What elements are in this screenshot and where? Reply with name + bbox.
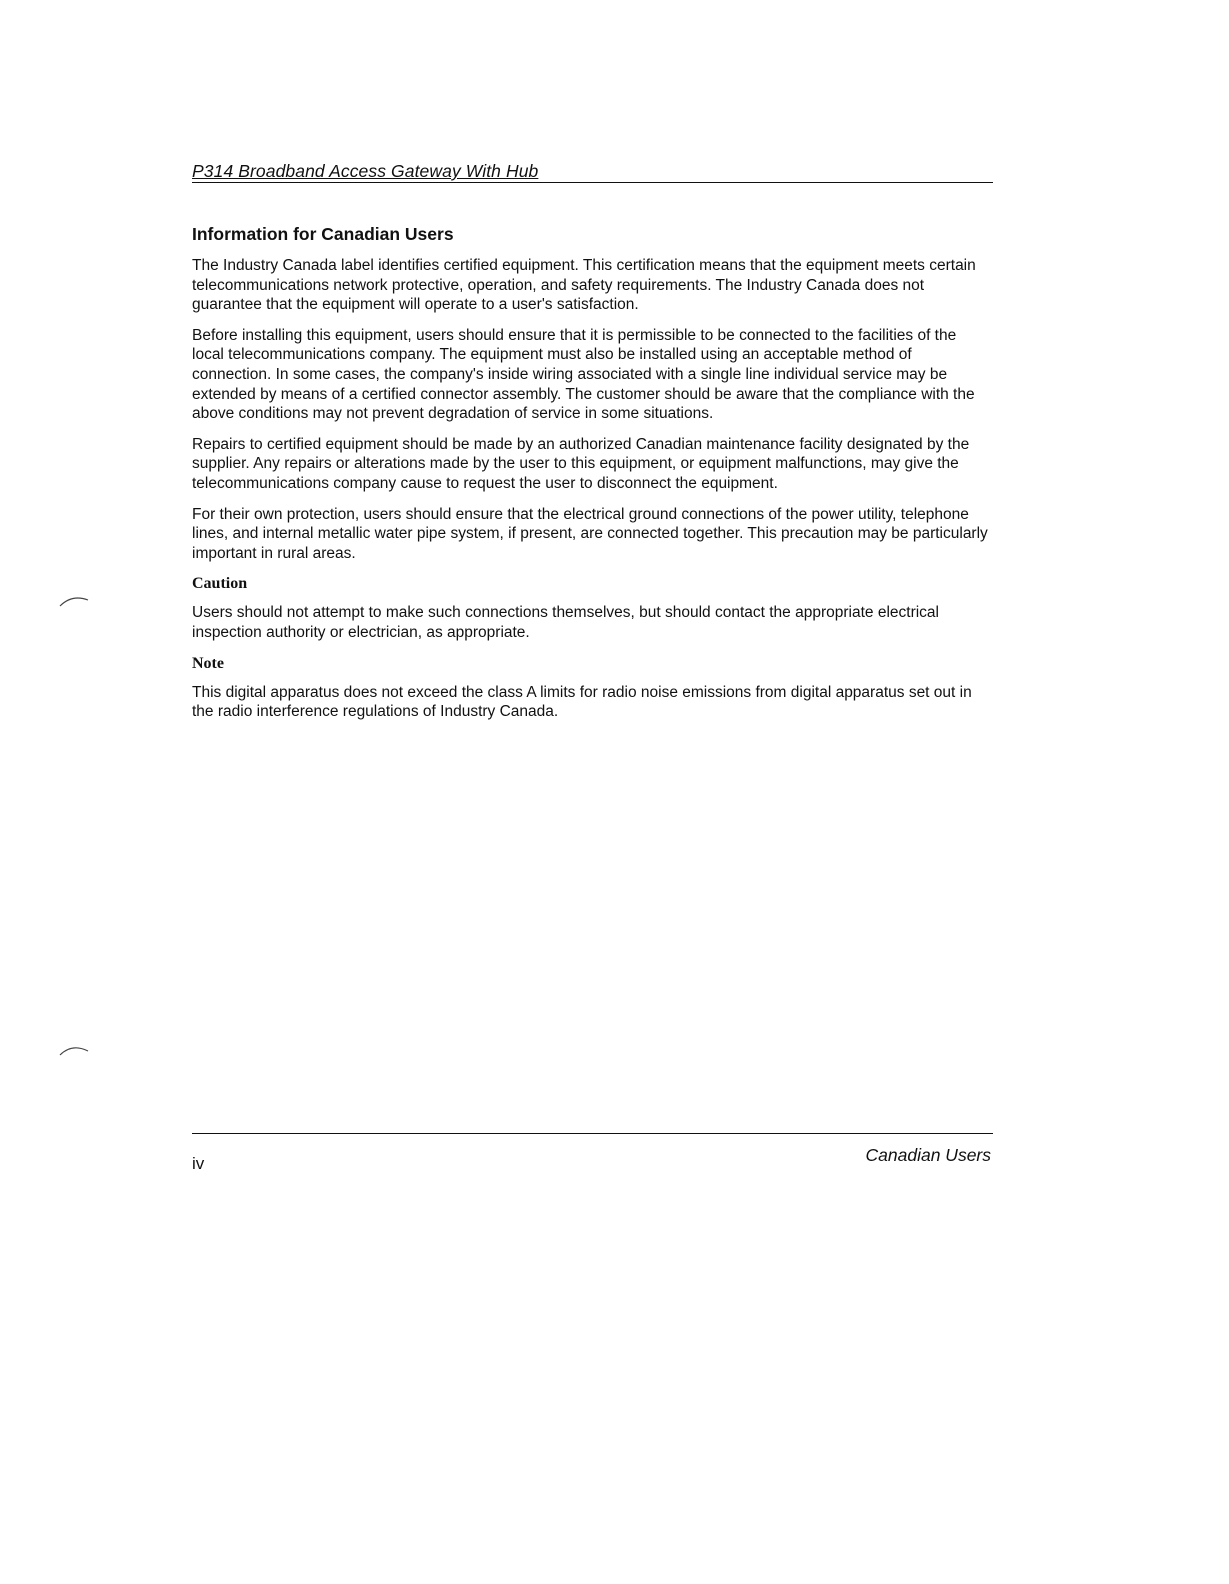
page-number: iv [192,1154,205,1173]
scan-mark [58,1043,92,1057]
page-content [192,223,992,733]
paragraph-grounding: For their own protection, users should ensure that the electrical ground connections of the power utility, telephone lines, and internal metallic water pipe system, if present, are connected together. This precaution may be particularly important in rural areas. [192,505,988,562]
note-heading: Note [192,654,224,672]
caution-text: Users should not attempt to make such connections themselves, but should contact the appropriate electrical inspection authority or electrician, as appropriate. [192,604,939,641]
paragraph-installation: Before installing this equipment, users should ensure that it is permissible to be connected to the facilities of the local telecommunications company. The equipment must also be installed using an acceptable method of connection. In some cases, the company's inside wiring associated with a single line individual service may be extended by means of a certified connector assembly. The customer should be aware that the compliance with the above conditions may not prevent degradation of service in some situations. [192,326,975,423]
header-title: P314 Broadband Access Gateway With Hub [192,161,539,181]
paragraph-label-identification: The Industry Canada label identifies certified equipment. This certification means that the equipment meets certain telecommunications network protective, operation, and safety requirements. The Industry Canada does not guarantee that the equipment will operate to a user's satisfaction. [192,257,976,314]
page-header [192,160,993,183]
paragraph-repairs: Repairs to certified equipment should be made by an authorized Canadian maintenance facility designated by the supplier. Any repairs or alterations made by the user to this equipment, or equipment malfunctions, may give the telecommunications company cause to request the user to disconnect the equipment. [192,435,970,492]
section-heading: Information for Canadian Users [192,224,454,244]
footer-section-name: Canadian Users [865,1145,991,1165]
caution-heading: Caution [192,575,248,593]
page-footer [192,1133,993,1173]
note-text: This digital apparatus does not exceed the class A limits for radio noise emissions from digital apparatus set out in the radio interference regulations of Industry Canada. [192,683,972,721]
scan-mark [58,594,92,608]
